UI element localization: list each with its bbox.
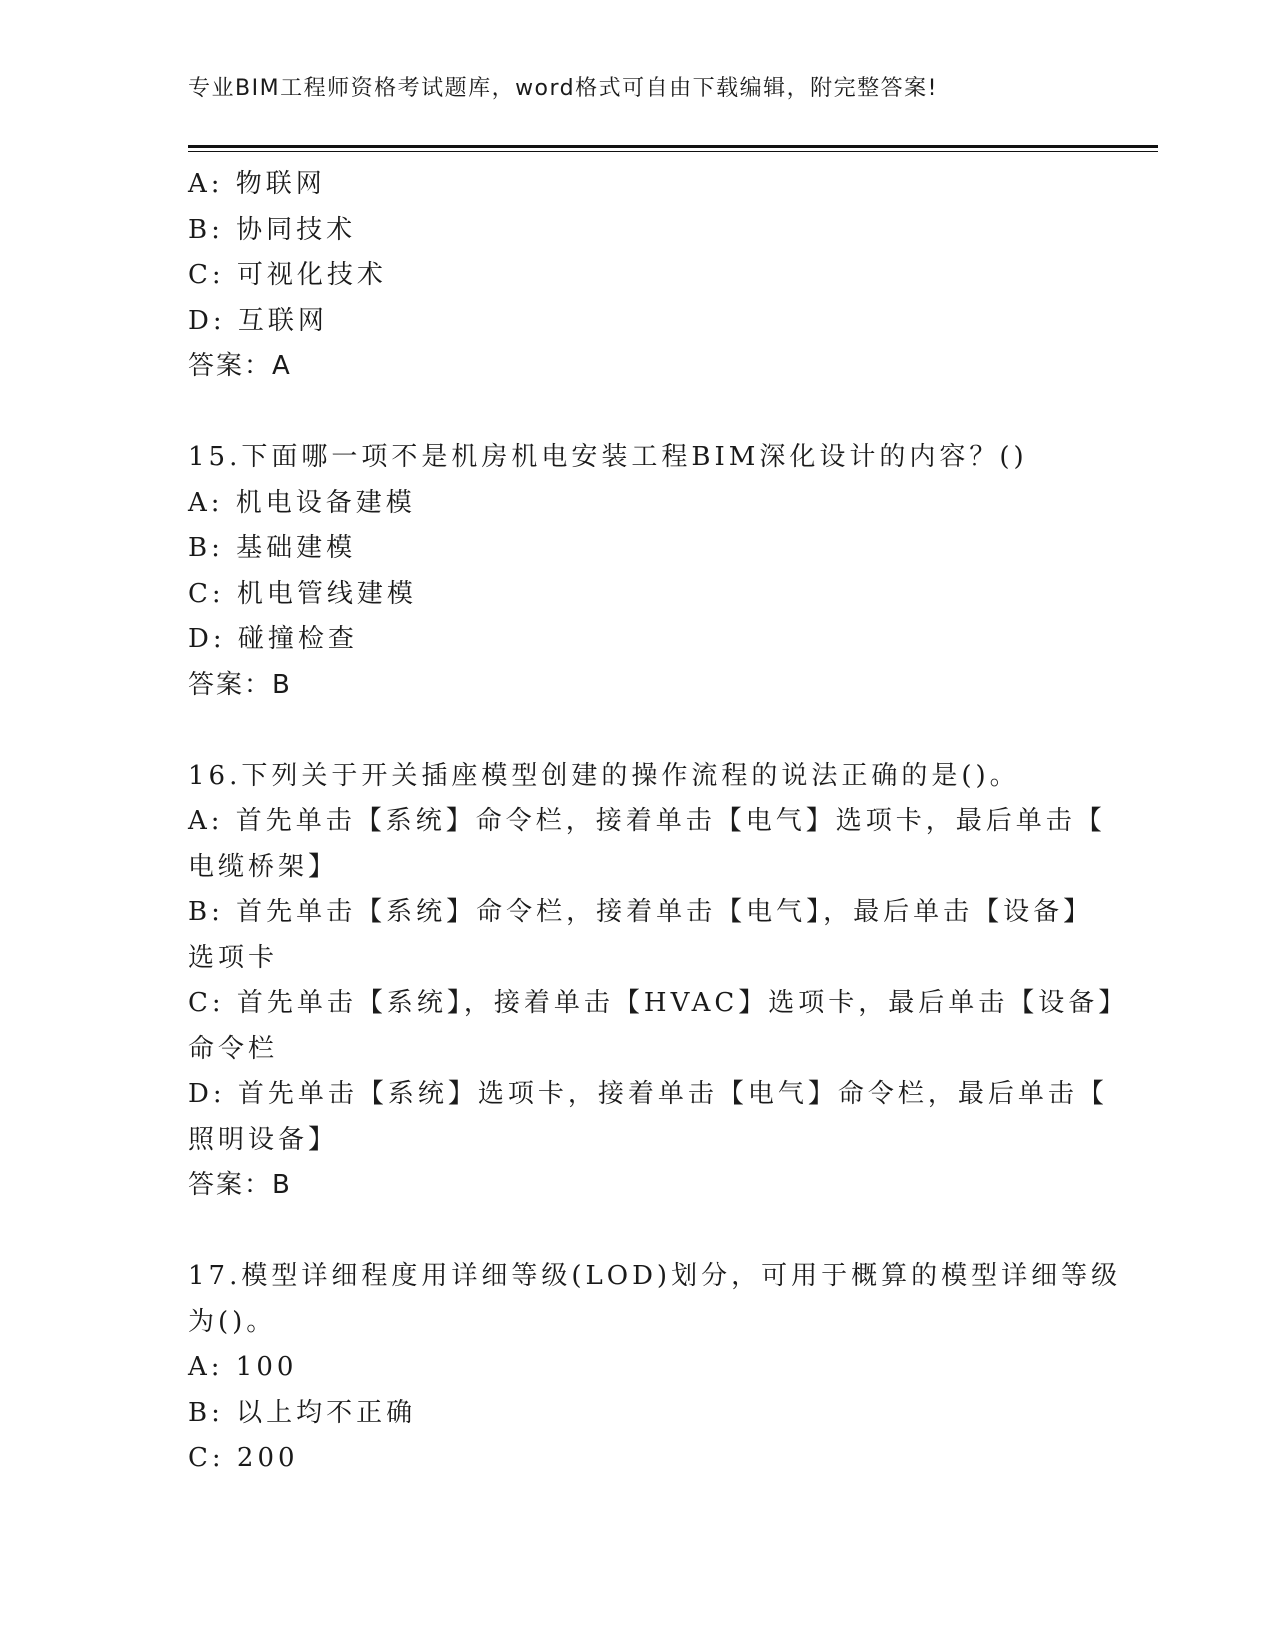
option-line: B: 协同技术 (188, 214, 357, 245)
question-content (188, 162, 1129, 1482)
question-15 (188, 435, 1088, 708)
question-stem-wrap: 为()。 (188, 1306, 277, 1337)
option-line: B: 首先单击【系统】命令栏，接着单击【电气】，最后单击【设备】 (188, 897, 1094, 927)
spacer (188, 390, 1088, 436)
option-line: C: 首先单击【系统】，接着单击【HVAC】选项卡，最后单击【设备】 (188, 988, 1129, 1018)
header-rule-thick (188, 145, 1158, 148)
option-line: A: 首先单击【系统】命令栏，接着单击【电气】选项卡，最后单击【 (188, 806, 1106, 836)
option-line: C: 200 (188, 1443, 299, 1473)
option-line: D: 首先单击【系统】选项卡，接着单击【电气】命令栏，最后单击【 (188, 1079, 1108, 1109)
answer-line: 答案：A (188, 351, 292, 381)
option-line: D: 互联网 (188, 305, 328, 336)
option-line-wrap: 选项卡 (188, 942, 279, 973)
question-stem: 17.模型详细程度用详细等级(LOD)划分，可用于概算的模型详细等级 (188, 1261, 1122, 1291)
option-line-wrap: 电缆桥架】 (188, 851, 339, 882)
option-line-wrap: 命令栏 (188, 1033, 279, 1064)
answer-line: 答案：B (188, 1170, 292, 1200)
spacer (188, 708, 1088, 754)
option-line: B: 基础建模 (188, 533, 357, 563)
option-line: C: 可视化技术 (188, 260, 387, 290)
header-rule-thin (188, 151, 1158, 152)
option-line: A: 机电设备建模 (188, 487, 416, 518)
option-line: D: 碰撞检查 (188, 624, 358, 654)
question-17 (188, 1254, 1122, 1482)
question-stem: 16.下列关于开关插座模型创建的操作流程的说法正确的是()。 (188, 760, 1020, 791)
question-16 (188, 754, 1129, 1209)
option-line: A: 100 (188, 1352, 298, 1382)
page-header: 专业BIM工程师资格考试题库，word格式可自由下载编辑，附完整答案! (188, 76, 938, 101)
option-line: B: 以上均不正确 (188, 1397, 417, 1428)
question-14-continued (188, 162, 1088, 390)
question-stem: 15.下面哪一项不是机房机电安装工程BIM深化设计的内容？() (188, 442, 1028, 472)
option-line: C: 机电管线建模 (188, 578, 417, 609)
answer-line: 答案：B (188, 669, 292, 700)
option-line-wrap: 照明设备】 (188, 1124, 339, 1155)
option-line: A: 物联网 (188, 169, 326, 199)
spacer (188, 1209, 1088, 1255)
